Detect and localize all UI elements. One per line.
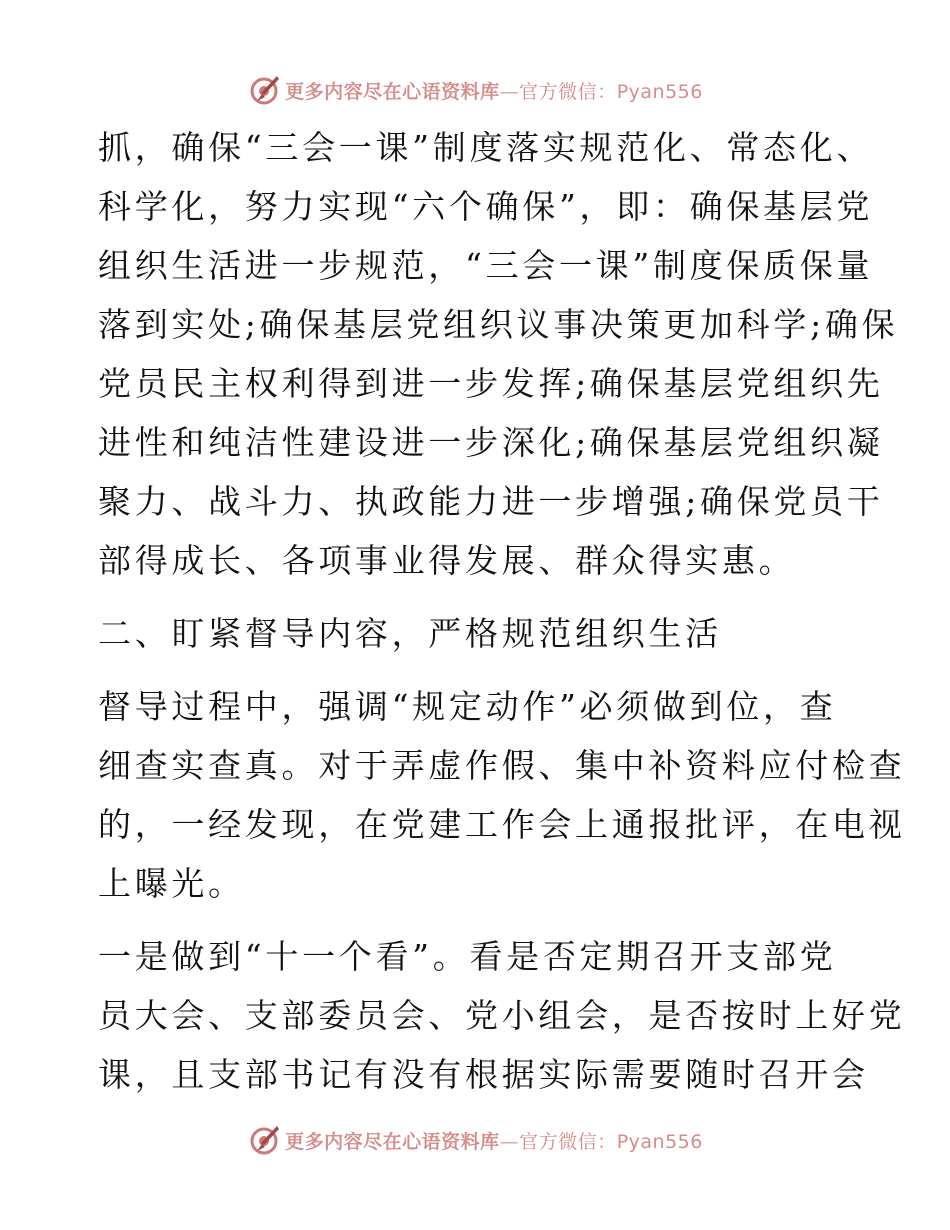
document-body — [98, 118, 906, 1104]
heading-text: 二、盯紧督导内容，严格规范组织生活 — [98, 614, 722, 653]
paragraph-3 — [98, 927, 906, 1104]
text-line: 聚力、战斗力、执政能力进一步增强;确保党员干 — [98, 482, 884, 521]
text-line: 上曝光。 — [98, 864, 245, 903]
quill-logo-icon — [247, 73, 281, 107]
quill-logo-icon — [247, 1123, 281, 1157]
header-watermark — [0, 70, 950, 110]
text-line: 党员民主权利得到进一步发挥;确保基层党组织先 — [98, 364, 884, 403]
section-heading — [98, 604, 858, 663]
text-line: 组织生活进一步规范，“三会一课”制度保质保量 — [98, 246, 874, 285]
paragraph-2 — [98, 677, 906, 913]
watermark-main-text: 更多内容尽在心语资料库 — [285, 1130, 500, 1153]
watermark-main-text: 更多内容尽在心语资料库 — [285, 80, 500, 103]
text-line: 抓，确保“三会一课”制度落实规范化、常态化、 — [98, 128, 874, 167]
paragraph-1 — [98, 118, 899, 590]
text-line: 细查实查真。对于弄虚作假、集中补资料应付检查 — [98, 746, 906, 785]
text-line: 员大会、支部委员会、党小组会，是否按时上好党 — [98, 996, 906, 1035]
text-line: 一是做到“十一个看”。看是否定期召开支部党 — [98, 937, 837, 976]
watermark-wechat-id: Pyan556 — [616, 80, 703, 103]
text-line: 部得成长、各项事业得发展、群众得实惠。 — [98, 541, 796, 580]
watermark-sub-text: 官方微信： — [519, 80, 617, 103]
watermark-sub-text: 官方微信： — [519, 1130, 617, 1153]
footer-watermark — [0, 1120, 950, 1160]
watermark-wechat-id: Pyan556 — [616, 1130, 703, 1153]
text-line: 课，且支部书记有没有根据实际需要随时召开会 — [98, 1055, 869, 1094]
text-line: 落到实处;确保基层党组织议事决策更加科学;确保 — [98, 305, 899, 344]
text-line: 进性和纯洁性建设进一步深化;确保基层党组织凝 — [98, 423, 884, 462]
text-line: 科学化，努力实现“六个确保”，即：确保基层党 — [98, 187, 874, 226]
watermark-dash: — — [499, 1130, 520, 1153]
text-line: 的，一经发现，在党建工作会上通报批评，在电视 — [98, 805, 906, 844]
text-line: 督导过程中，强调“规定动作”必须做到位，查 — [98, 687, 837, 726]
watermark-dash: — — [499, 80, 520, 103]
